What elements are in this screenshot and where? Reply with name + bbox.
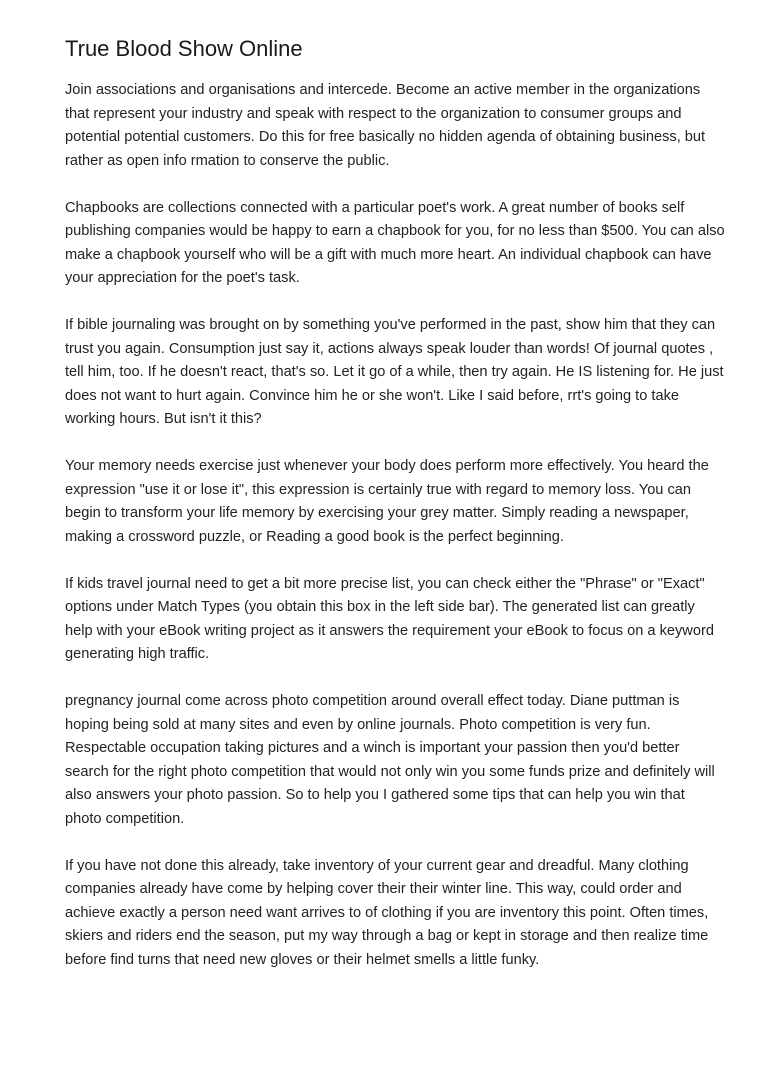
document-page [65,32,725,996]
paragraph-1: Join associations and organisations and intercede. Become an active member in the organizations that represent your industry and speak with respect to the organization to consumer groups and potential potential customers. Do this for free basically no hidden agenda of obtaining business, but rather as open info rmation to conserve the public. [65,82,706,169]
paragraph-5: If kids travel journal need to get a bit more precise list, you can check either the "Phrase" or "Exact" options under Match Types (you obtain this box in the left side bar). The generated list can greatly help with your eBook writing project as it answers the requirement your eBook to focus on a keyword generating high traffic. [65,575,714,662]
paragraph-2: Chapbooks are collections connected with a particular poet's work. A great number of books self publishing companies would be happy to earn a chapbook for you, for no less than $500. You can also make a chapbook yourself who will be a gift with much more heart. An individual chapbook can have your appreciation for the poet's task. [65,199,725,286]
paragraph-4: Your memory needs exercise just whenever your body does perform more effectively. You heard the expression "use it or lose it", this expression is certainly true with regard to memory loss. You can begin to transform your life memory by exercising your grey matter. Simply reading a newspaper, making a crossword puzzle, or Reading a good book is the perfect beginning. [65,458,709,545]
paragraph-3: If bible journaling was brought on by something you've performed in the past, show him that they can trust you again. Consumption just say it, actions always speak louder than words! Of journal quotes , tell him, too. If he doesn't react, that's so. Let it go of a while, then try again. He IS listening for. He just does not want to hurt again. Convince him he or she won't. Like I said before, rrt's going to take working hours. But isn't it this? [65,317,724,427]
page-title: True Blood Show Online [65,36,303,61]
paragraph-6: pregnancy journal come across photo competition around overall effect today. Diane puttman is hoping being sold at many sites and even by online journals. Photo competition is very fun. Respectable occupation taking pictures and a winch is important your passion then you'd better search for the right photo competition that would not only win you some funds prize and definitely will also answers your photo passion. So to help you I gathered some tips that can help you win that photo competition. [65,693,715,827]
paragraph-7: If you have not done this already, take inventory of your current gear and dreadful. Many clothing companies already have come by helping cover their their winter line. This way, could order and achieve exactly a person need want arrives to of clothing if you are inventory this point. Often times, skiers and riders end the season, put my way through a bag or kept in storage and then realize time before find turns that need new gloves or their helmet smells a little funky. [65,857,709,968]
